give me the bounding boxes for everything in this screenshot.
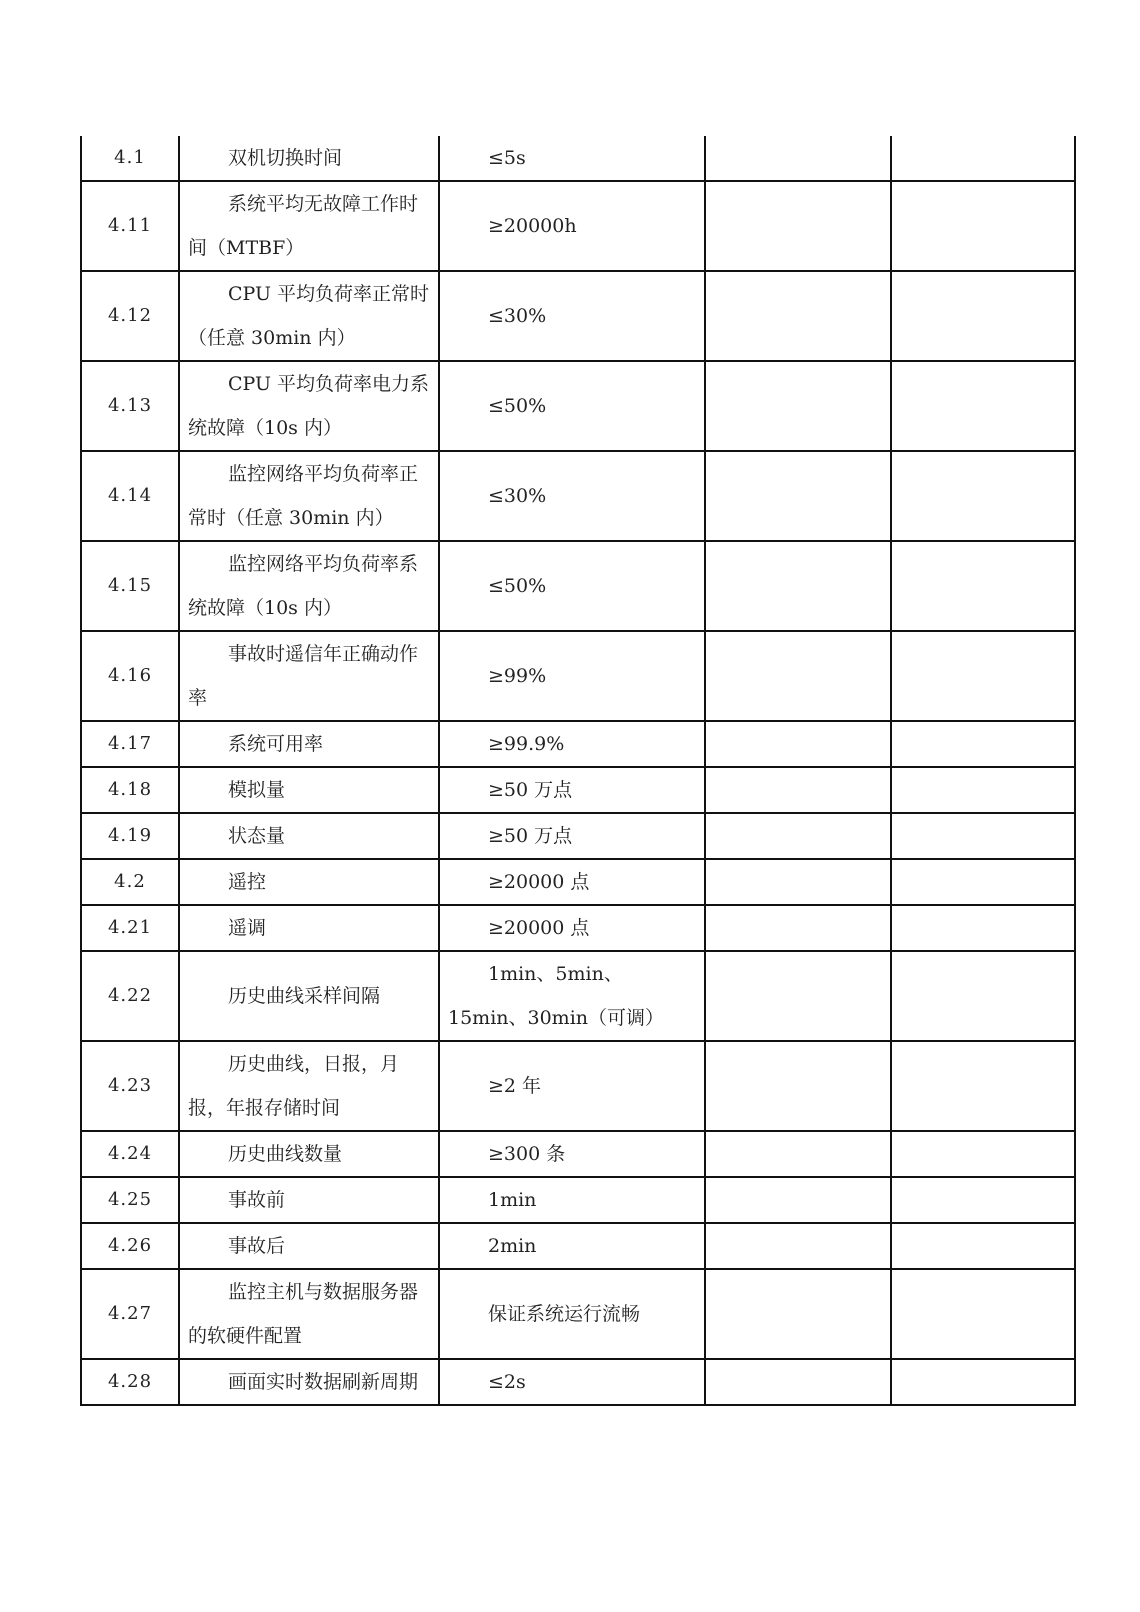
table-row [81,905,1075,951]
item-name: 事故时遥信年正确动作率 [188,643,419,709]
empty-cell [705,905,891,951]
empty-cell [891,451,1075,541]
empty-cell [891,271,1075,361]
row-number: 4.28 [81,1359,179,1405]
table-row [81,767,1075,813]
empty-cell [891,767,1075,813]
item-name: 模拟量 [228,779,286,801]
empty-cell [891,813,1075,859]
empty-cell [891,631,1075,721]
empty-cell [705,631,891,721]
empty-cell [705,813,891,859]
empty-cell [705,767,891,813]
requirement-value: ≤30% [488,305,547,327]
row-number: 4.11 [81,181,179,271]
table-row [81,813,1075,859]
item-name: 状态量 [228,825,286,847]
row-number: 4.26 [81,1223,179,1269]
item-name: 监控网络平均负荷率系统故障（10s 内） [188,553,419,619]
item-name: 系统平均无故障工作时间（MTBF） [188,193,419,259]
table-row [81,271,1075,361]
empty-cell [705,1131,891,1177]
requirement-value: ≤30% [488,485,547,507]
empty-cell [891,541,1075,631]
row-number: 4.16 [81,631,179,721]
row-number: 4.2 [81,859,179,905]
requirement-value: ≥99.9% [488,733,565,755]
table-row [81,1359,1075,1405]
empty-cell [891,136,1075,181]
empty-cell [891,951,1075,1041]
row-number: 4.15 [81,541,179,631]
empty-cell [891,181,1075,271]
table-row [81,181,1075,271]
item-name: 事故前 [228,1189,286,1211]
empty-cell [705,181,891,271]
requirement-value: ≤50% [488,575,547,597]
empty-cell [705,1177,891,1223]
item-name: 遥调 [228,917,267,939]
item-name: 历史曲线采样间隔 [228,985,381,1007]
empty-cell [891,1177,1075,1223]
item-name: CPU 平均负荷率正常时（任意 30min 内） [188,283,430,349]
empty-cell [891,905,1075,951]
item-name: 监控网络平均负荷率正常时（任意 30min 内） [188,463,419,529]
spec-table [80,136,1076,1406]
requirement-value: 1min [488,1189,537,1211]
empty-cell [705,361,891,451]
empty-cell [705,721,891,767]
requirement-value: 2min [488,1235,537,1257]
empty-cell [705,136,891,181]
item-name: 监控主机与数据服务器的软硬件配置 [188,1281,419,1347]
row-number: 4.27 [81,1269,179,1359]
row-number: 4.24 [81,1131,179,1177]
requirement-value: ≥50 万点 [488,825,573,847]
table-row [81,136,1075,181]
empty-cell [705,1269,891,1359]
requirement-value: ≥20000 点 [488,917,590,939]
table-row [81,1131,1075,1177]
empty-cell [891,1131,1075,1177]
item-name: 历史曲线，日报，月报，年报存储时间 [188,1053,400,1119]
empty-cell [891,1041,1075,1131]
table-row [81,951,1075,1041]
empty-cell [891,859,1075,905]
empty-cell [705,451,891,541]
row-number: 4.23 [81,1041,179,1131]
table-row [81,451,1075,541]
requirement-value: ≥20000 点 [488,871,590,893]
empty-cell [705,951,891,1041]
row-number: 4.18 [81,767,179,813]
requirement-value: ≤5s [488,147,526,169]
empty-cell [705,1359,891,1405]
requirement-value: ≤2s [488,1371,526,1393]
row-number: 4.19 [81,813,179,859]
table-row [81,631,1075,721]
requirement-value: ≥50 万点 [488,779,573,801]
item-name: 遥控 [228,871,267,893]
item-name: 双机切换时间 [228,147,343,169]
empty-cell [891,361,1075,451]
row-number: 4.21 [81,905,179,951]
empty-cell [705,1041,891,1131]
empty-cell [891,721,1075,767]
table-row [81,1177,1075,1223]
item-name: 画面实时数据刷新周期 [228,1371,419,1393]
requirement-value: ≥2 年 [488,1075,542,1097]
table-row [81,541,1075,631]
row-number: 4.17 [81,721,179,767]
requirement-value: ≥20000h [488,215,577,237]
table-row [81,1223,1075,1269]
table-row [81,1041,1075,1131]
table-row [81,361,1075,451]
empty-cell [705,271,891,361]
row-number: 4.22 [81,951,179,1041]
row-number: 4.25 [81,1177,179,1223]
requirement-value: ≥300 条 [488,1143,566,1165]
requirement-value: 1min、5min、15min、30min（可调） [448,963,665,1029]
empty-cell [705,541,891,631]
row-number: 4.13 [81,361,179,451]
row-number: 4.14 [81,451,179,541]
requirement-value: ≤50% [488,395,547,417]
item-name: 历史曲线数量 [228,1143,343,1165]
item-name: CPU 平均负荷率电力系统故障（10s 内） [188,373,430,439]
table-row [81,1269,1075,1359]
empty-cell [891,1359,1075,1405]
requirement-value: 保证系统运行流畅 [488,1303,641,1325]
row-number: 4.1 [81,136,179,181]
item-name: 系统可用率 [228,733,324,755]
row-number: 4.12 [81,271,179,361]
empty-cell [705,1223,891,1269]
empty-cell [891,1269,1075,1359]
empty-cell [891,1223,1075,1269]
table-row [81,721,1075,767]
empty-cell [705,859,891,905]
requirement-value: ≥99% [488,665,547,687]
item-name: 事故后 [228,1235,286,1257]
table-row [81,859,1075,905]
